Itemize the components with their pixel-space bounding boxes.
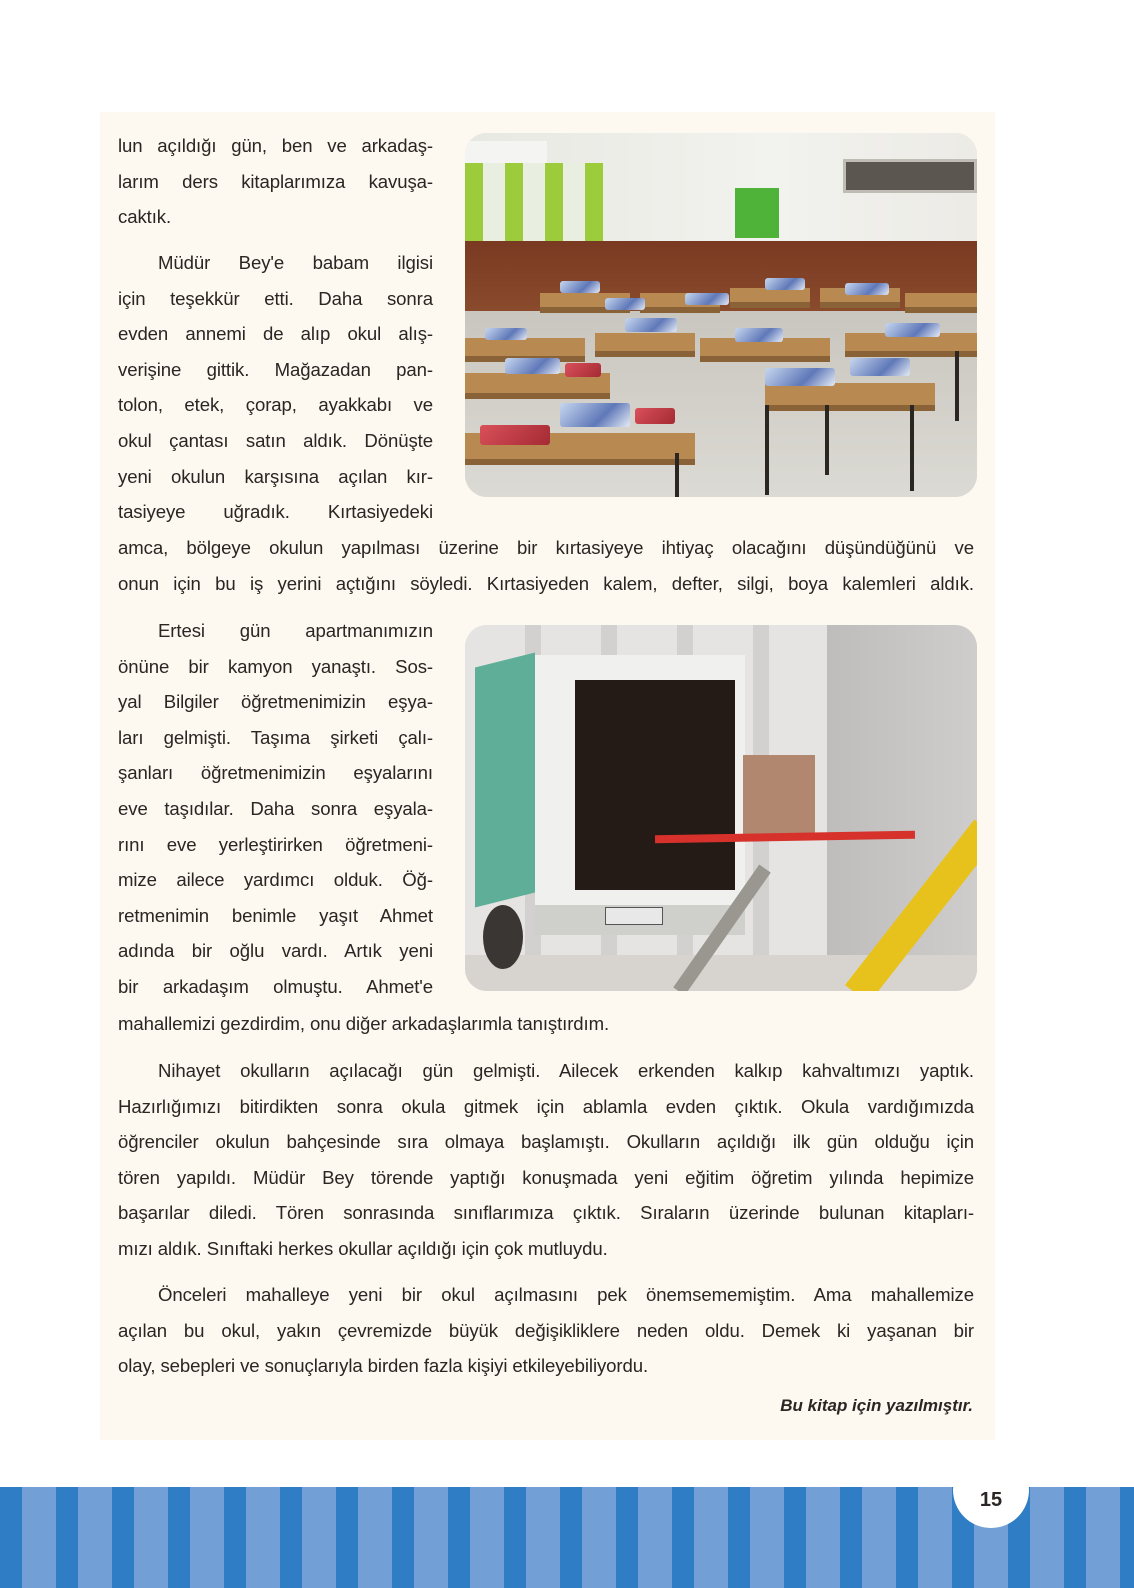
text-line: ları gelmişti. Taşıma şirketi çalı- [118, 726, 433, 748]
text-line: öğrenciler okulun bahçesinde sıra olmaya başlamıştı. Okulların açıldığı ilk gün olduğu için [118, 1131, 974, 1153]
text-line: verişine gittik. Mağazadan pan- [118, 358, 433, 380]
text-line: rını eve yerleştirirken öğretmeni- [118, 833, 433, 855]
text-line: için teşekkür etti. Daha sonra [118, 287, 433, 309]
text-line: açılan bu okul, yakın çevremizde büyük değişikliklere neden oldu. Demek ki yaşanan bir [118, 1319, 974, 1341]
paragraph-2-continued [118, 530, 974, 601]
page-number: 15 [979, 1489, 1003, 1511]
text-line: onun için bu iş yerini açtığını söyledi. Kırtasiyeden kalem, defter, silgi, boya kalemleri aldık. [118, 572, 974, 594]
text-line: şanları öğretmenimizin eşyalarını [118, 762, 433, 784]
paragraph-3 [118, 613, 433, 1005]
text-line: yal Bilgiler öğretmenimizin eşya- [118, 691, 433, 713]
text-line: evden annemi de alıp okul alış- [118, 323, 433, 345]
paragraph-1 [118, 128, 433, 235]
text-line: tasiyeye uğradık. Kırtasiyedeki [118, 501, 433, 523]
text-line: mahallemizi gezdirdim, onu diğer arkadaşlarımla tanıştırdım. [118, 1013, 610, 1034]
paragraph-3-continued [118, 1006, 974, 1042]
text-line: amca, bölgeye okulun yapılması üzerine bir kırtasiyeye ihtiyaç olacağını düşündüğünü ve [118, 537, 974, 558]
text-line: Müdür Bey'e babam ilgisi [158, 252, 433, 273]
text-line: başarılar diledi. Tören sonrasında sınıflarımıza çıktık. Sıraların üzerinde bulunan kitapları- [118, 1202, 974, 1224]
footer-gap [0, 1440, 1134, 1487]
text-line: mızı aldık. Sınıftaki herkes okullar açıldığı için çok mutluydu. [118, 1237, 608, 1259]
text-line: okul çantası satın aldık. Dönüşte [118, 429, 433, 451]
text-line: Ertesi gün apartmanımızın [158, 620, 433, 641]
text-line: mize ailece yardımcı olduk. Öğ- [118, 869, 433, 891]
text-line: tolon, etek, çorap, ayakkabı ve [118, 394, 433, 416]
text-line: eve taşıdılar. Daha sonra eşyala- [118, 797, 433, 819]
text-line: retmenimin benimle yaşıt Ahmet [118, 904, 433, 926]
source-note: Bu kitap için yazılmıştır. [780, 1396, 973, 1415]
text-line: tören yapıldı. Müdür Bey törende yaptığı konuşmada yeni eğitim öğretim yılında hepimize [118, 1166, 974, 1188]
air-conditioner [465, 141, 547, 165]
paragraph-2 [118, 245, 433, 530]
text-line: yeni okulun karşısına açılan kır- [118, 465, 433, 487]
text-line: Önceleri mahalleye yeni bir okul açılmasını pek önemsememiştim. Ama mahallemize [158, 1284, 974, 1305]
text-line: larım ders kitaplarımıza kavuşa- [118, 170, 433, 192]
text-line: önüne bir kamyon yanaştı. Sos- [118, 655, 433, 677]
bulletin-board [465, 163, 605, 245]
text-line: Nihayet okulların açılacağı gün gelmişti. Ailecek erkenden kalkıp kahvaltımızı yaptık. [158, 1060, 974, 1081]
text-line: olay, sebepleri ve sonuçlarıyla birden fazla kişiyi etkileyebiliyordu. [118, 1355, 649, 1377]
text-line: caktık. [118, 206, 172, 228]
text-line: bir arkadaşım olmuştu. Ahmet'e [118, 975, 433, 997]
classroom-photo [465, 133, 977, 497]
text-line: lun açıldığı gün, ben ve arkadaş- [118, 135, 433, 156]
text-line: Hazırlığımızı bitirdikten sonra okula gitmek için ablamla evden çıktık. Okula vardığımızda [118, 1095, 974, 1117]
moving-truck-photo [465, 625, 977, 991]
text-line: adında bir oğlu vardı. Artık yeni [118, 940, 433, 962]
paragraph-4 [118, 1053, 974, 1267]
paragraph-5 [118, 1277, 974, 1384]
